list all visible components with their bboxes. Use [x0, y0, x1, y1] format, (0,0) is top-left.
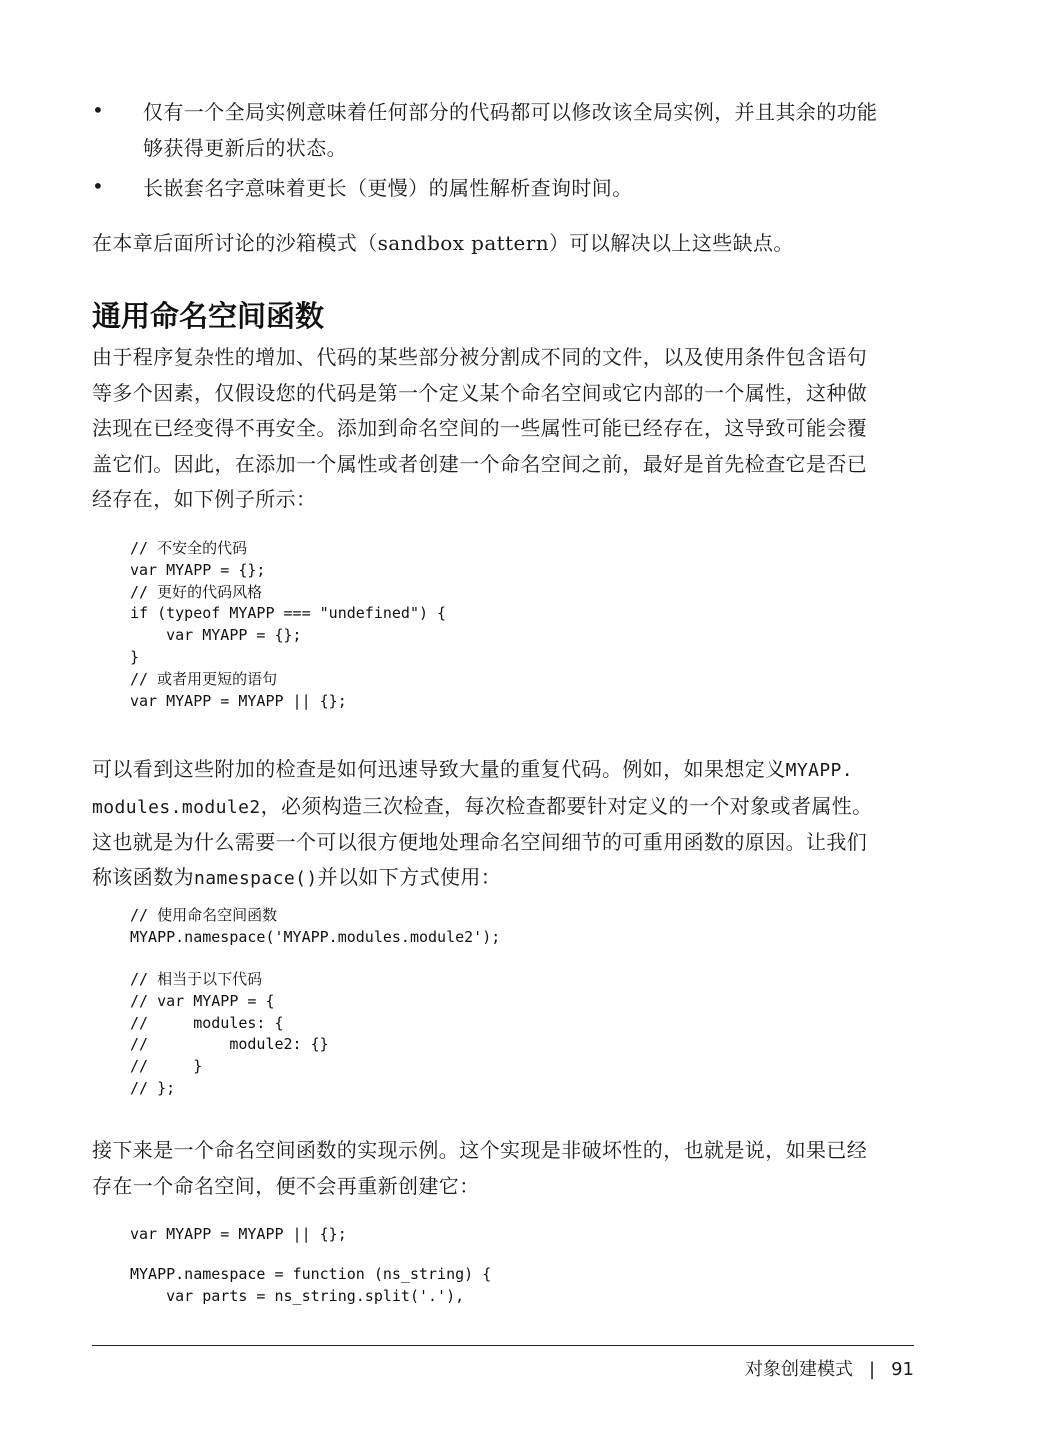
inline-code: namespace(): [194, 867, 318, 889]
inline-code: modules.module2: [92, 796, 261, 818]
text-line: 够获得更新后的状态。: [143, 135, 347, 160]
bullet-marker: •: [92, 98, 104, 122]
text-line: 盖它们。因此，在添加一个属性或者创建一个命名空间之前，最好是首先检查它是否已: [92, 451, 868, 476]
footer-separator: |: [869, 1359, 876, 1380]
page-number: 91: [891, 1359, 914, 1380]
text-line: 存在一个命名空间，便不会再重新创建它：: [92, 1173, 480, 1198]
page-footer: [745, 1355, 914, 1381]
text-line: 经存在，如下例子所示：: [92, 487, 317, 511]
text-line: 接下来是一个命名空间函数的实现示例。这个实现是非破坏性的，也就是说，如果已经: [92, 1138, 868, 1162]
text-line: 由于程序复杂性的增加、代码的某些部分被分割成不同的文件，以及使用条件包含语句: [92, 345, 868, 369]
bullet-item-1: [143, 95, 877, 166]
text: 称该函数为: [92, 864, 194, 889]
bullet-item-2: [143, 171, 633, 207]
chapter-title: 对象创建模式: [745, 1359, 854, 1380]
code-block-3a: var MYAPP = MYAPP || {};: [130, 1225, 347, 1243]
text: 可以看到这些附加的检查是如何迅速导致大量的重复代码。例如，如果想定义: [92, 757, 786, 781]
inline-code: MYAPP.: [785, 760, 854, 781]
text: 并以如下方式使用：: [317, 864, 502, 889]
paragraph-sandbox: 在本章后面所讨论的沙箱模式（sandbox pattern）可以解决以上这些缺点。: [92, 231, 794, 255]
paragraph-3: [92, 1133, 916, 1204]
text-line: 长嵌套名字意味着更长（更慢）的属性解析查询时间。: [143, 176, 633, 200]
text-line: 仅有一个全局实例意味着任何部分的代码都可以修改该全局实例，并且其余的功能: [143, 100, 878, 124]
code-block-1: // 不安全的代码 var MYAPP = {}; // 更好的代码风格 if (typeof MYAPP === "undefined") { var MYAPP = {}; } // 或者用更短的语句 var MYAPP = MYAPP || {};: [130, 539, 447, 710]
footer-rule: [92, 1345, 914, 1346]
text: ，必须构造三次检查，每次检查都要针对定义的一个对象或者属性。: [260, 793, 873, 818]
code-block-3b: MYAPP.namespace = function (ns_string) { var parts = ns_string.split('.'),: [130, 1265, 492, 1305]
code-block-2b: // 相当于以下代码 // var MYAPP = { // modules: { // module2: {} // } // };: [130, 970, 329, 1097]
code-block-2a: // 使用命名空间函数 MYAPP.namespace('MYAPP.modules.module2');: [130, 906, 501, 946]
section-heading: 通用命名空间函数: [92, 299, 325, 333]
paragraph-1: [92, 340, 916, 518]
text-line: 等多个因素，仅假设您的代码是第一个定义某个命名空间或它内部的一个属性，这种做: [92, 380, 868, 405]
bullet-marker: •: [92, 174, 104, 198]
text-line: 这也就是为什么需要一个可以很方便地处理命名空间细节的可重用函数的原因。让我们: [92, 830, 868, 854]
text-line: 法现在已经变得不再安全。添加到命名空间的一些属性可能已经存在，这导致可能会覆: [92, 416, 868, 440]
paragraph-2: [92, 752, 916, 896]
